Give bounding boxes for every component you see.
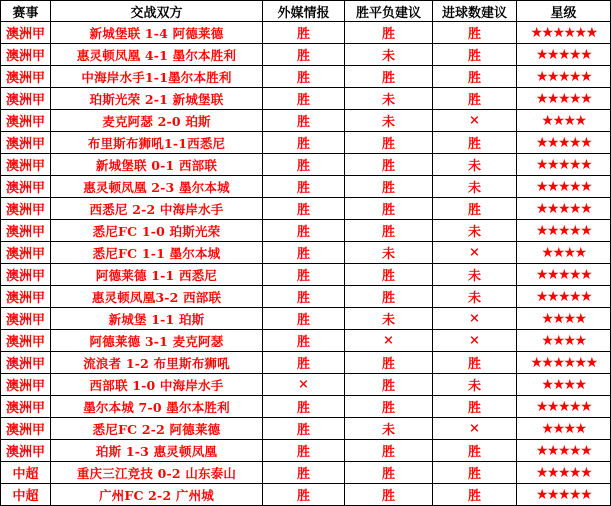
star-rating: ★★★★★ [517, 176, 611, 198]
media-intel-cell: 胜 [263, 110, 345, 132]
match-cell: 新城堡联 0-1 西部联 [51, 154, 263, 176]
column-header-wdl: 胜平负建议 [345, 1, 433, 22]
wdl-suggestion-cell: 胜 [345, 352, 433, 374]
media-intel-cell: 胜 [263, 308, 345, 330]
match-cell: 墨尔本城 7-0 墨尔本胜利 [51, 396, 263, 418]
goals-suggestion-cell: × [433, 308, 517, 330]
match-cell: 惠灵顿凤凰 4-1 墨尔本胜利 [51, 44, 263, 66]
star-rating: ★★★★★ [517, 440, 611, 462]
match-cell: 悉尼FC 1-0 珀斯光荣 [51, 220, 263, 242]
goals-suggestion-cell: 未 [433, 154, 517, 176]
league-cell: 澳洲甲 [1, 374, 51, 396]
star-rating: ★★★★★ [517, 132, 611, 154]
goals-suggestion-cell: 胜 [433, 396, 517, 418]
table-row [1, 418, 611, 440]
star-rating: ★★★★★ [517, 66, 611, 88]
media-intel-cell: 胜 [263, 198, 345, 220]
header-row [1, 1, 611, 22]
match-cell: 西部联 1-0 中海岸水手 [51, 374, 263, 396]
media-intel-cell: 胜 [263, 330, 345, 352]
match-cell: 西悉尼 2-2 中海岸水手 [51, 198, 263, 220]
star-rating: ★★★★★ [517, 88, 611, 110]
league-cell: 澳洲甲 [1, 22, 51, 44]
league-cell: 澳洲甲 [1, 242, 51, 264]
media-intel-cell: 胜 [263, 264, 345, 286]
table-row [1, 330, 611, 352]
media-intel-cell: 胜 [263, 44, 345, 66]
star-rating: ★★★★★ [517, 484, 611, 506]
star-rating: ★★★★★ [517, 264, 611, 286]
goals-suggestion-cell: 未 [433, 374, 517, 396]
wdl-suggestion-cell: 未 [345, 44, 433, 66]
table-row [1, 198, 611, 220]
wdl-suggestion-cell: 未 [345, 110, 433, 132]
wdl-suggestion-cell: 未 [345, 242, 433, 264]
goals-suggestion-cell: 胜 [433, 22, 517, 44]
table-row [1, 176, 611, 198]
star-rating: ★★★★ [517, 242, 611, 264]
media-intel-cell: 胜 [263, 132, 345, 154]
match-cell: 珀斯 1-3 惠灵顿凤凰 [51, 440, 263, 462]
table-row [1, 220, 611, 242]
table-row [1, 154, 611, 176]
goals-suggestion-cell: 胜 [433, 352, 517, 374]
table-row [1, 22, 611, 44]
wdl-suggestion-cell: × [345, 330, 433, 352]
table-row [1, 286, 611, 308]
media-intel-cell: × [263, 374, 345, 396]
star-rating: ★★★★★ [517, 396, 611, 418]
match-cell: 悉尼FC 2-2 阿德莱德 [51, 418, 263, 440]
wdl-suggestion-cell: 胜 [345, 484, 433, 506]
table-row [1, 44, 611, 66]
column-header-goals: 进球数建议 [433, 1, 517, 22]
match-cell: 麦克阿瑟 2-0 珀斯 [51, 110, 263, 132]
match-cell: 阿德莱德 1-1 西悉尼 [51, 264, 263, 286]
wdl-suggestion-cell: 未 [345, 308, 433, 330]
league-cell: 澳洲甲 [1, 396, 51, 418]
league-cell: 澳洲甲 [1, 352, 51, 374]
wdl-suggestion-cell: 未 [345, 418, 433, 440]
wdl-suggestion-cell: 胜 [345, 176, 433, 198]
league-cell: 澳洲甲 [1, 110, 51, 132]
wdl-suggestion-cell: 胜 [345, 154, 433, 176]
goals-suggestion-cell: 胜 [433, 462, 517, 484]
goals-suggestion-cell: 未 [433, 176, 517, 198]
table-row [1, 88, 611, 110]
league-cell: 澳洲甲 [1, 418, 51, 440]
league-cell: 澳洲甲 [1, 220, 51, 242]
table-header [1, 1, 611, 22]
table-row [1, 66, 611, 88]
media-intel-cell: 胜 [263, 462, 345, 484]
match-cell: 惠灵顿凤凰3-2 西部联 [51, 286, 263, 308]
league-cell: 澳洲甲 [1, 66, 51, 88]
goals-suggestion-cell: × [433, 418, 517, 440]
media-intel-cell: 胜 [263, 484, 345, 506]
wdl-suggestion-cell: 胜 [345, 462, 433, 484]
goals-suggestion-cell: 胜 [433, 66, 517, 88]
star-rating: ★★★★ [517, 110, 611, 132]
star-rating: ★★★★ [517, 418, 611, 440]
league-cell: 澳洲甲 [1, 132, 51, 154]
star-rating: ★★★★★ [517, 154, 611, 176]
table-row [1, 242, 611, 264]
match-cell: 新城堡联 1-4 阿德莱德 [51, 22, 263, 44]
table-row [1, 484, 611, 506]
wdl-suggestion-cell: 胜 [345, 396, 433, 418]
match-cell: 布里斯布狮吼1-1西悉尼 [51, 132, 263, 154]
column-header-match: 交战双方 [51, 1, 263, 22]
wdl-suggestion-cell: 胜 [345, 286, 433, 308]
star-rating: ★★★★ [517, 374, 611, 396]
goals-suggestion-cell: 胜 [433, 198, 517, 220]
goals-suggestion-cell: 胜 [433, 440, 517, 462]
media-intel-cell: 胜 [263, 22, 345, 44]
column-header-league: 赛事 [1, 1, 51, 22]
league-cell: 澳洲甲 [1, 308, 51, 330]
goals-suggestion-cell: 胜 [433, 132, 517, 154]
star-rating: ★★★★★★ [517, 22, 611, 44]
league-cell: 澳洲甲 [1, 440, 51, 462]
table-row [1, 374, 611, 396]
media-intel-cell: 胜 [263, 154, 345, 176]
media-intel-cell: 胜 [263, 176, 345, 198]
wdl-suggestion-cell: 胜 [345, 220, 433, 242]
star-rating: ★★★★★ [517, 462, 611, 484]
table-row [1, 308, 611, 330]
league-cell: 澳洲甲 [1, 198, 51, 220]
star-rating: ★★★★ [517, 330, 611, 352]
match-cell: 中海岸水手1-1墨尔本胜利 [51, 66, 263, 88]
wdl-suggestion-cell: 未 [345, 88, 433, 110]
goals-suggestion-cell: 胜 [433, 44, 517, 66]
match-cell: 广州FC 2-2 广州城 [51, 484, 263, 506]
goals-suggestion-cell: 未 [433, 264, 517, 286]
star-rating: ★★★★★★ [517, 352, 611, 374]
star-rating: ★★★★★ [517, 220, 611, 242]
table-row [1, 396, 611, 418]
league-cell: 澳洲甲 [1, 330, 51, 352]
league-cell: 澳洲甲 [1, 176, 51, 198]
goals-suggestion-cell: 胜 [433, 88, 517, 110]
league-cell: 中超 [1, 462, 51, 484]
star-rating: ★★★★ [517, 308, 611, 330]
wdl-suggestion-cell: 胜 [345, 198, 433, 220]
table-body [1, 22, 611, 506]
media-intel-cell: 胜 [263, 88, 345, 110]
goals-suggestion-cell: × [433, 110, 517, 132]
star-rating: ★★★★★ [517, 286, 611, 308]
media-intel-cell: 胜 [263, 352, 345, 374]
media-intel-cell: 胜 [263, 440, 345, 462]
table-row [1, 462, 611, 484]
media-intel-cell: 胜 [263, 220, 345, 242]
table-row [1, 132, 611, 154]
match-cell: 流浪者 1-2 布里斯布狮吼 [51, 352, 263, 374]
goals-suggestion-cell: × [433, 242, 517, 264]
match-cell: 重庆三江竞技 0-2 山东泰山 [51, 462, 263, 484]
league-cell: 澳洲甲 [1, 88, 51, 110]
wdl-suggestion-cell: 胜 [345, 132, 433, 154]
goals-suggestion-cell: 未 [433, 286, 517, 308]
league-cell: 澳洲甲 [1, 286, 51, 308]
league-cell: 澳洲甲 [1, 264, 51, 286]
match-cell: 新城堡 1-1 珀斯 [51, 308, 263, 330]
wdl-suggestion-cell: 胜 [345, 22, 433, 44]
league-cell: 澳洲甲 [1, 44, 51, 66]
match-cell: 惠灵顿凤凰 2-3 墨尔本城 [51, 176, 263, 198]
wdl-suggestion-cell: 胜 [345, 440, 433, 462]
league-cell: 澳洲甲 [1, 154, 51, 176]
goals-suggestion-cell: × [433, 330, 517, 352]
table-row [1, 110, 611, 132]
media-intel-cell: 胜 [263, 242, 345, 264]
match-cell: 悉尼FC 1-1 墨尔本城 [51, 242, 263, 264]
league-cell: 中超 [1, 484, 51, 506]
match-cell: 阿德莱德 3-1 麦克阿瑟 [51, 330, 263, 352]
table-row [1, 440, 611, 462]
table-row [1, 264, 611, 286]
table-row [1, 352, 611, 374]
media-intel-cell: 胜 [263, 418, 345, 440]
goals-suggestion-cell: 胜 [433, 484, 517, 506]
star-rating: ★★★★★ [517, 44, 611, 66]
column-header-media: 外媒情报 [263, 1, 345, 22]
media-intel-cell: 胜 [263, 66, 345, 88]
star-rating: ★★★★★ [517, 198, 611, 220]
column-header-rating: 星级 [517, 1, 611, 22]
wdl-suggestion-cell: 胜 [345, 264, 433, 286]
media-intel-cell: 胜 [263, 396, 345, 418]
wdl-suggestion-cell: 胜 [345, 66, 433, 88]
wdl-suggestion-cell: 胜 [345, 374, 433, 396]
media-intel-cell: 胜 [263, 286, 345, 308]
match-cell: 珀斯光荣 2-1 新城堡联 [51, 88, 263, 110]
goals-suggestion-cell: 未 [433, 220, 517, 242]
